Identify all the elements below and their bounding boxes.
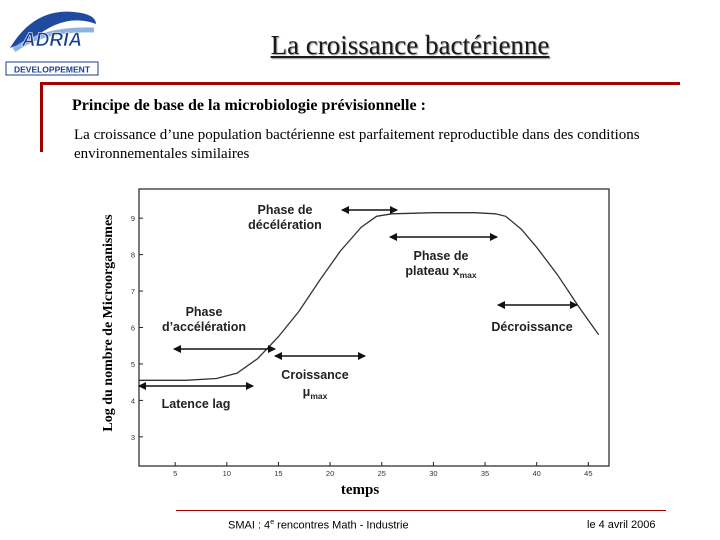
adria-logo: [4, 4, 100, 76]
x-tick-label: 15: [274, 469, 283, 478]
annotation-croissance-sub: max: [310, 391, 328, 401]
footer-event-a: SMAI : 4: [228, 519, 271, 532]
x-tick-label: 30: [429, 469, 438, 478]
annotation-croissance-line1: Croissance: [281, 368, 349, 382]
annotation-latence-line1: Latence lag: [161, 397, 231, 411]
slide-title: La croissance bactérienne: [270, 30, 550, 60]
x-tick-label: 45: [584, 469, 593, 478]
footer-event: [228, 519, 409, 532]
x-tick-label: 25: [377, 469, 386, 478]
y-tick-label: 5: [130, 359, 135, 369]
annotation-plateau-line1: Phase de: [413, 249, 469, 263]
x-tick-label: 10: [222, 469, 231, 478]
footer-divider: [176, 510, 666, 511]
logo-subtext: DEVELOPPEMENT: [13, 64, 91, 75]
logo-text: ADRIA: [21, 30, 83, 51]
y-tick-label: 9: [130, 214, 135, 224]
annotation-acceleration-line2: d’accélération: [161, 320, 247, 334]
annotation-croissance-line2: $\mu_{max}$: [302, 385, 328, 401]
annotation-decroissance-line1: Décroissance: [491, 320, 573, 334]
growth-curve: [139, 213, 599, 381]
x-tick-label: 20: [325, 469, 335, 478]
y-tick-label: 8: [130, 250, 135, 260]
growth-chart: [125, 183, 615, 483]
annotation-deceleration-line1: Phase de: [257, 203, 313, 217]
y-tick-label: 3: [130, 432, 135, 442]
x-axis-label: temps: [340, 482, 380, 498]
y-axis-label: Log du nombre de Microorganismes: [101, 214, 116, 432]
x-tick-label: 5: [173, 469, 178, 478]
left-accent-bar: [40, 82, 43, 152]
footer-event-sup: e: [270, 519, 275, 526]
x-tick-label: 35: [480, 469, 490, 478]
footer-date: le 4 avril 2006: [587, 519, 656, 531]
y-tick-label: 7: [130, 287, 135, 297]
section-subtitle: Principe de base de la microbiologie prévisionnelle :: [72, 97, 426, 114]
y-tick-label: 4: [130, 396, 135, 406]
intro-text: La croissance d’une population bactérienne est parfaitement reproductible dans des conditions environnementales similaires: [74, 127, 640, 162]
title-divider: [40, 82, 680, 85]
annotation-acceleration-line1: Phase: [185, 305, 223, 319]
annotation-plateau-sub: max: [459, 270, 477, 280]
y-tick-label: 6: [130, 323, 135, 333]
y-axis-label-wrap: [96, 183, 122, 463]
annotation-deceleration-line2: décélération: [248, 218, 322, 232]
x-tick-label: 40: [532, 469, 541, 478]
annotation-plateau-line2: plateau $x_{max}$: [405, 264, 477, 280]
footer-event-b: rencontres Math - Industrie: [274, 519, 409, 532]
